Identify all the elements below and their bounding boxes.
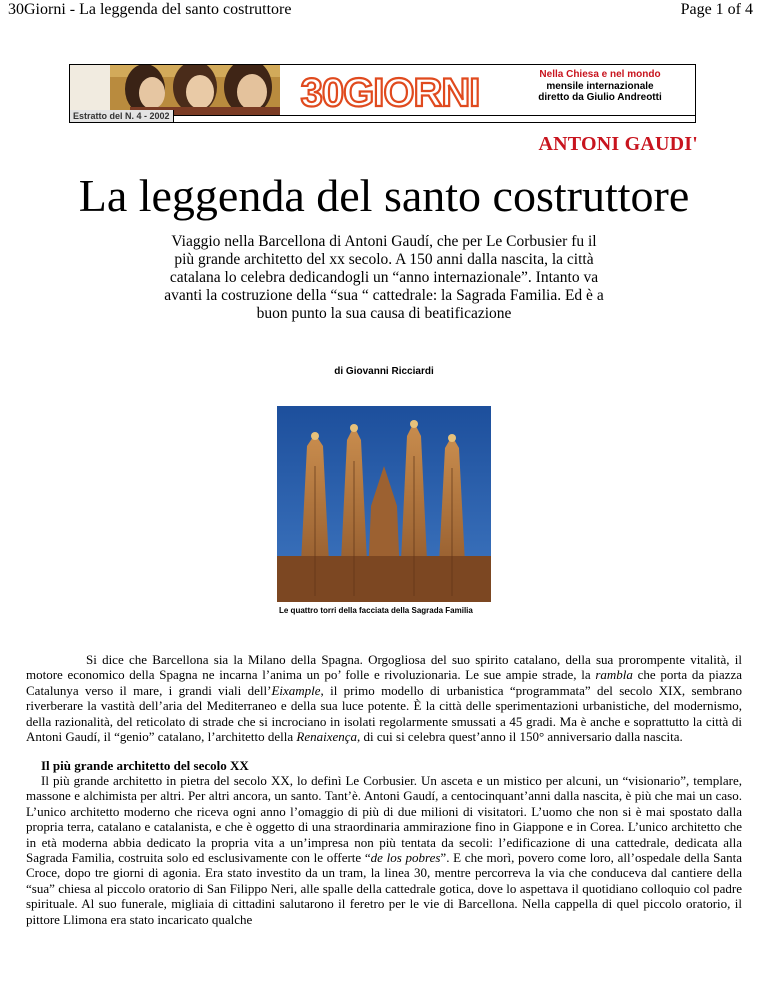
masthead-banner <box>69 64 696 116</box>
body-paragraph-1: Si dice che Barcellona sia la Milano della Spagna. Orgogliosa del suo spirito catalano, della sua prorompente vitalità, il motore economico della Spagna ne incarna l’anima un po’ folle e rivoluzionaria. Le sue ampie strade, la rambla che porta da piazza Catalunya verso il mare, i grandi viali dell’Eixample, il primo modello di urbanistica “programmata” del secolo XIX, sembrano riverberare la vastità dell’aria del Mediterraneo e della sua luce potente. È la città delle sperimentazioni urbanistiche, del modernismo, della razionalità, del reticolato di strade che si incrociano in isolati regolarmente smussati a 45 gradi. Ma è anche e soprattutto la città di Antoni Gaudí, il “genio” catalano, l’architetto della Renaixença, di cui si celebra quest’anno il 150° anniversario dalla nascita. <box>26 652 743 745</box>
masthead-faces-image <box>70 65 280 115</box>
subsection-heading: Il più grande architetto del secolo XX <box>41 758 249 773</box>
issue-label: Estratto del N. 4 - 2002 <box>70 110 174 122</box>
body-paragraph-2: Il più grande architetto in pietra del secolo XX, lo definì Le Corbusier. Un asceta e un mistico per alcuni, un “visionario”, templare, massone e alchimista per altri. Per altri ancora, un santo. Tant’è. Antoni Gaudí, a centocinquant’anni dalla nascita, è più che mai un caso. L’unico architetto moderno che riceva ogni anno l’omaggio di più di due milioni di visitatori. L’uomo che non si è mai spostato dalla propria terra, catalano e catalanista, e che è oggetto di una straordinaria ammirazione fino in Giappone e in Corea. L’unico architetto che in età moderna abbia dedicato la propria vita a un’impresa non più tentata da secoli: l’edificazione di una cattedrale, dedicata alla Sagrada Familia, costruita solo ed esclusivamente con le offerte “de los pobres”. E che morì, povero come loro, all’ospedale della Santa Croce, dopo tre giorni di agonia. Era stato investito da un tram, la linea 30, mentre percorreva la via che conduceva dal cantiere della “sua” chiesa al piccolo oratorio di San Filippo Neri, alle spalle della cattedrale gotica, dove lo aspettava il quotidiano colloquio col padre spirituale. Al suo funerale, migliaia di cittadini salutarono il feretro per le vie di Barcellona. Nella cappella di quel piccolo oratorio, il pittore Llimona era stato incaricato qualche <box>26 773 742 927</box>
article-title: La leggenda del santo costruttore <box>78 170 690 221</box>
photo-caption: Le quattro torri della facciata della Sagrada Familia <box>279 606 473 615</box>
section-heading: ANTONI GAUDI' <box>538 133 698 155</box>
tagline-line-1: Nella Chiesa e nel mondo <box>539 69 661 80</box>
30giorni-logo <box>278 65 502 115</box>
author-byline: di Giovanni Ricciardi <box>334 366 434 377</box>
document-title: 30Giorni - La leggenda del santo costruttore <box>8 1 292 18</box>
article-subtitle: Viaggio nella Barcellona di Antoni Gaudí, che per Le Corbusier fu il più grande architetto del xx secolo. A 150 anni dalla nascita, la città catalana lo celebra dedicandogli un “anno internazionale”. Intanto va avanti la costruzione della “sua “ cattedrale: la Sagrada Familia. Ed è a buon punto la sua causa di beatificazione <box>164 233 604 322</box>
tagline-line-2: mensile internazionale <box>546 80 654 92</box>
tagline-line-3: diretto da Giulio Andreotti <box>538 92 662 103</box>
sagrada-familia-photo <box>277 406 491 602</box>
masthead-tagline <box>508 69 692 104</box>
page-indicator: Page 1 of 4 <box>680 1 753 18</box>
issue-bar <box>69 110 696 123</box>
svg-text:30GIORNI: 30GIORNI <box>300 71 480 115</box>
